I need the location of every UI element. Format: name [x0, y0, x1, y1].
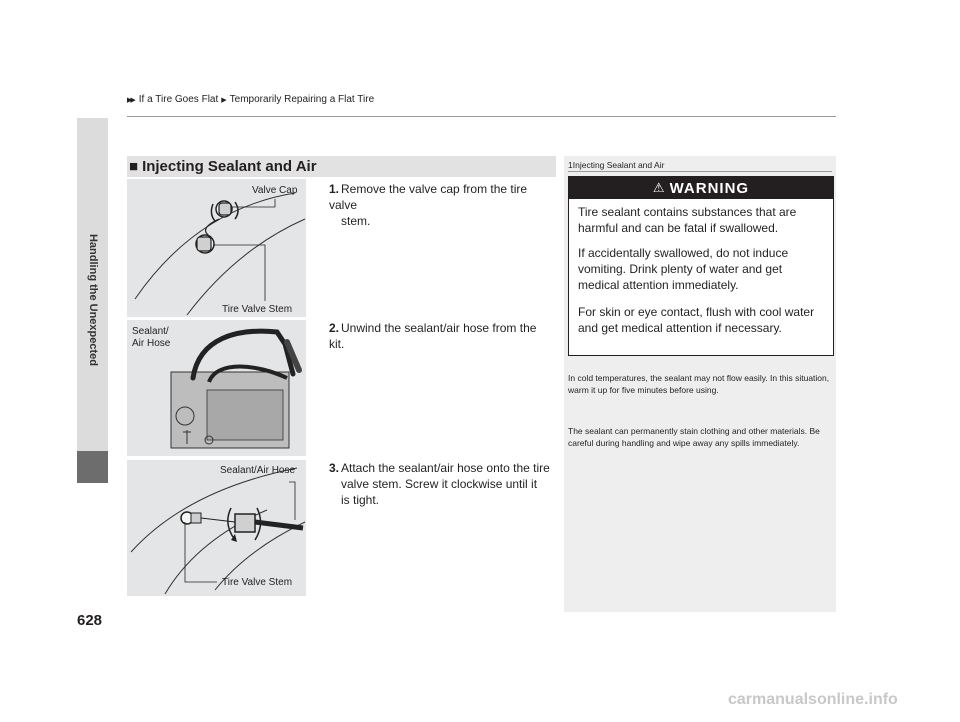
label-sealant-air-hose — [132, 326, 170, 350]
sidebar-rule — [568, 171, 832, 172]
attach-hose-illustration — [127, 460, 306, 596]
breadcrumb-item-repairing: Temporarily Repairing a Flat Tire — [229, 94, 375, 105]
figure-attach-hose — [127, 460, 306, 596]
section-title: Injecting Sealant and Air — [142, 158, 317, 175]
note-paragraph: The sealant can permanently stain clothing and other materials. Be careful during handling and wipe away any spills immediately. — [568, 426, 820, 448]
note-paragraph: In cold temperatures, the sealant may not flow easily. In this situation, warm it up for five minutes before using. — [568, 373, 830, 395]
step-text: Unwind the sealant/air hose from the kit. — [329, 321, 537, 351]
label-valve-cap: Valve Cap — [252, 185, 298, 196]
breadcrumb — [127, 94, 374, 105]
side-tab — [77, 118, 108, 483]
figure-sealant-hose — [127, 320, 306, 456]
page-number: 628 — [77, 612, 103, 629]
warning-paragraph: For skin or eye contact, flush with cool water and get medical attention if necessary. — [578, 305, 815, 335]
figure-valve-cap — [127, 179, 306, 317]
step-3 — [329, 460, 551, 508]
warning-paragraph: If accidentally swallowed, do not induce vomiting. Drink plenty of water and get medical attention immediately. — [578, 246, 789, 292]
breadcrumb-item-flat-tire: If a Tire Goes Flat — [138, 94, 219, 105]
step-text: Attach the sealant/air hose onto the tire — [341, 461, 550, 475]
step-number: 2. — [329, 321, 340, 335]
label-sealant-line: Sealant/ — [132, 326, 169, 337]
section-heading — [127, 156, 556, 177]
step-text: Remove the valve cap from the tire valve — [329, 182, 528, 212]
breadcrumb-arrow-icon: ▶▶ — [127, 96, 134, 104]
label-tire-valve-stem: Tire Valve Stem — [222, 304, 293, 315]
breadcrumb-arrow-icon: ▶ — [221, 96, 225, 104]
step-text-cont: stem. — [341, 214, 371, 228]
label-sealant-air-hose-2: Sealant/Air Hose — [220, 465, 296, 476]
warning-label: WARNING — [669, 179, 750, 197]
watermark: carmanualsonline.info — [728, 691, 898, 708]
warning-paragraph: Tire sealant contains substances that are harmful and can be fatal if swallowed. — [578, 205, 797, 235]
sidebar-notes — [564, 156, 836, 612]
square-bullet-icon: ■ — [129, 158, 139, 175]
header-rule — [127, 116, 836, 117]
step-1 — [329, 181, 551, 229]
step-2 — [329, 320, 551, 352]
label-tire-valve-stem-2: Tire Valve Stem — [222, 577, 293, 588]
valve-cap-illustration — [127, 179, 306, 317]
side-tab-label: Handling the Unexpected — [87, 233, 99, 367]
step-number: 1. — [329, 182, 340, 196]
sidebar-title: 1Injecting Sealant and Air — [568, 160, 665, 170]
warning-header — [568, 177, 834, 199]
warning-triangle-icon: ⚠ — [652, 180, 666, 195]
label-air-hose-line: Air Hose — [132, 338, 171, 349]
chapter-thumb-marker — [77, 451, 108, 483]
step-number: 3. — [329, 461, 340, 475]
step-text-cont: valve stem. Screw it clockwise until it is tight. — [341, 477, 538, 507]
ref-marker-icon: 1 — [568, 160, 573, 170]
